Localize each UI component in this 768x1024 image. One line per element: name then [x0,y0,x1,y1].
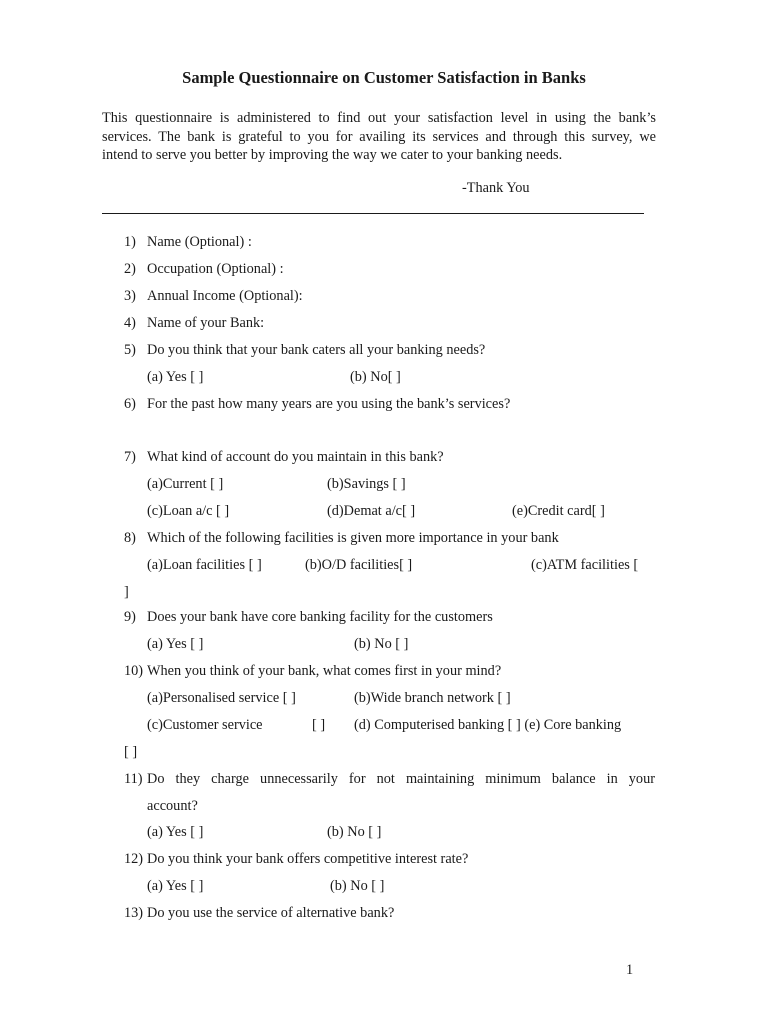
question-text: Name of your Bank: [147,315,265,331]
question-number: 2) [124,261,136,277]
q5-option-yes[interactable]: (a) Yes [ ] [147,369,204,385]
question-number: 8) [124,530,136,546]
question-number: 1) [124,234,136,250]
question-text: Do you think that your bank caters all your banking needs? [147,342,486,358]
q10-option-customer-service-box[interactable]: [ ] [312,717,326,733]
q10-option-personalised-service[interactable]: (a)Personalised service [ ] [147,690,296,706]
q10-option-wide-branch-network[interactable]: (b)Wide branch network [ ] [354,690,511,706]
question-number: 5) [124,342,136,358]
q8-option-atm-facilities[interactable]: (c)ATM facilities [ [531,557,639,573]
q7-option-loan[interactable]: (c)Loan a/c [ ] [147,503,230,519]
intro-line-2: services. The bank is grateful to you for availing its services and through this survey, we [102,128,656,145]
q10-option-wrap[interactable]: [ ] [124,744,138,760]
horizontal-rule [102,213,644,214]
q11-continuation: account? [147,798,198,814]
q11-option-no[interactable]: (b) No [ ] [327,824,382,840]
question-number: 6) [124,396,136,412]
q8-option-od-facilities[interactable]: (b)O/D facilities[ ] [305,557,413,573]
question-text: What kind of account do you maintain in this bank? [147,449,444,465]
q11-option-yes[interactable]: (a) Yes [ ] [147,824,204,840]
question-text: For the past how many years are you using the bank’s services? [147,396,511,412]
q9-option-no[interactable]: (b) No [ ] [354,636,409,652]
question-text: Do you think your bank offers competitive interest rate? [147,851,469,867]
q10-option-customer-service[interactable]: (c)Customer service [147,717,263,733]
question-number: 4) [124,315,136,331]
question-number: 3) [124,288,136,304]
q8-option-loan-facilities[interactable]: (a)Loan facilities [ ] [147,557,262,573]
question-number: 10) [124,663,144,679]
question-text: Occupation (Optional) : [147,261,284,277]
q7-option-demat[interactable]: (d)Demat a/c[ ] [327,503,416,519]
q12-option-no[interactable]: (b) No [ ] [330,878,385,894]
document-title: Sample Questionnaire on Customer Satisfaction in Banks [182,68,586,87]
q7-option-savings[interactable]: (b)Savings [ ] [327,476,406,492]
question-number: 12) [124,851,144,867]
question-number: 13) [124,905,144,921]
question-text: Do they charge unnecessarily for not maintaining minimum balance in your [147,771,655,787]
intro-paragraph [102,109,656,165]
question-text: When you think of your bank, what comes first in your mind? [147,663,502,679]
q9-option-yes[interactable]: (a) Yes [ ] [147,636,204,652]
question-text: Which of the following facilities is given more importance in your bank [147,530,559,546]
question-text: Do you use the service of alternative bank? [147,905,395,921]
thank-you: -Thank You [462,180,530,196]
q5-option-no[interactable]: (b) No[ ] [350,369,401,385]
question-text: Annual Income (Optional): [147,288,303,304]
intro-line-1: This questionnaire is administered to find out your satisfaction level in using the bank’s [102,110,656,126]
question-number: 7) [124,449,136,465]
q7-option-current[interactable]: (a)Current [ ] [147,476,224,492]
question-text: Does your bank have core banking facility for the customers [147,609,493,625]
q10-option-computerised-core-banking[interactable]: (d) Computerised banking [ ] (e) Core banking [354,717,622,733]
question-number: 9) [124,609,136,625]
question-text: Name (Optional) : [147,234,252,250]
intro-line-3: intend to serve you better by improving the way we cater to your banking needs. [102,147,563,163]
q8-option-wrap: ] [124,584,129,600]
page-number: 1 [626,962,634,978]
question-number: 11) [124,771,143,787]
q7-option-credit-card[interactable]: (e)Credit card[ ] [512,503,605,519]
q12-option-yes[interactable]: (a) Yes [ ] [147,878,204,894]
